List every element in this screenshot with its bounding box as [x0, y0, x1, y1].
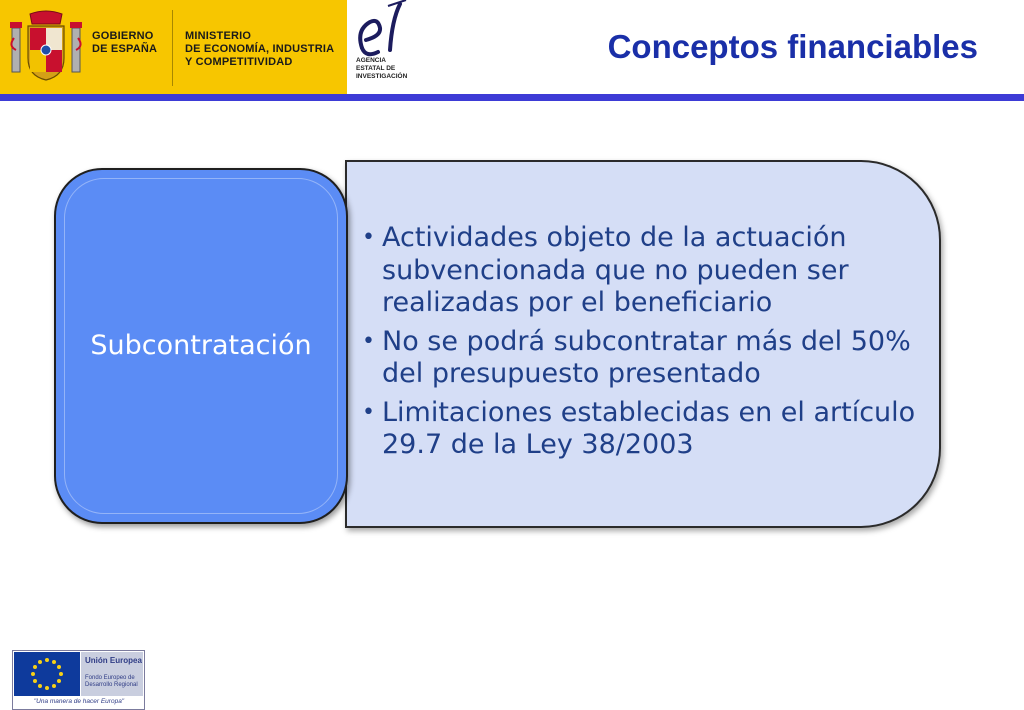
bullet-text: Actividades objeto de la actuación subvencionada que no pueden ser realizadas por el beneficiario: [382, 222, 849, 318]
banner-divider: [172, 10, 173, 86]
gov-line-1: GOBIERNO: [92, 30, 154, 42]
eu-fund-line-1: Fondo Europeo de: [85, 675, 135, 681]
gov-name: [92, 30, 157, 56]
bullet-item: [362, 326, 922, 391]
bullet-icon: •: [362, 225, 375, 250]
eu-flag-icon: [14, 652, 80, 696]
eu-fund-line-2: Desarrollo Regional: [85, 682, 138, 688]
label-box: [54, 168, 348, 524]
page-title: Conceptos financiables: [607, 28, 978, 65]
ministry-name: [185, 30, 334, 69]
coat-of-arms-icon: [10, 10, 82, 84]
bullet-list: [362, 222, 922, 468]
agency-line-3: INVESTIGACIÓN: [356, 73, 408, 80]
bullet-icon: •: [362, 328, 375, 354]
header: [0, 0, 1024, 102]
gov-line-2: DE ESPAÑA: [92, 43, 158, 55]
bullet-text: No se podrá subcontratar más del 50% del presupuesto presentado: [382, 325, 911, 389]
bullet-item: [362, 222, 922, 320]
agency-name: [356, 57, 407, 81]
eu-logo: [12, 650, 145, 710]
agency-line-1: AGENCIA: [356, 57, 386, 64]
header-rule: [0, 94, 1024, 101]
eu-slogan: "Una manera de hacer Europa": [33, 698, 125, 705]
eu-fund: [85, 675, 138, 689]
ministry-line-2: DE ECONOMÍA, INDUSTRIA: [185, 43, 335, 55]
eu-title: Unión Europea: [85, 656, 142, 665]
bullet-icon: •: [362, 399, 375, 425]
ministry-line-1: MINISTERIO: [185, 30, 252, 42]
ministry-line-3: Y COMPETITIVIDAD: [185, 56, 293, 68]
bullet-text: Limitaciones establecidas en el artículo 29.7 de la Ley 38/2003: [382, 396, 916, 460]
agency-line-2: ESTATAL DE: [356, 65, 396, 72]
bullet-item: [362, 397, 922, 462]
government-banner: [0, 0, 347, 95]
label-text: Subcontratación: [90, 330, 312, 361]
